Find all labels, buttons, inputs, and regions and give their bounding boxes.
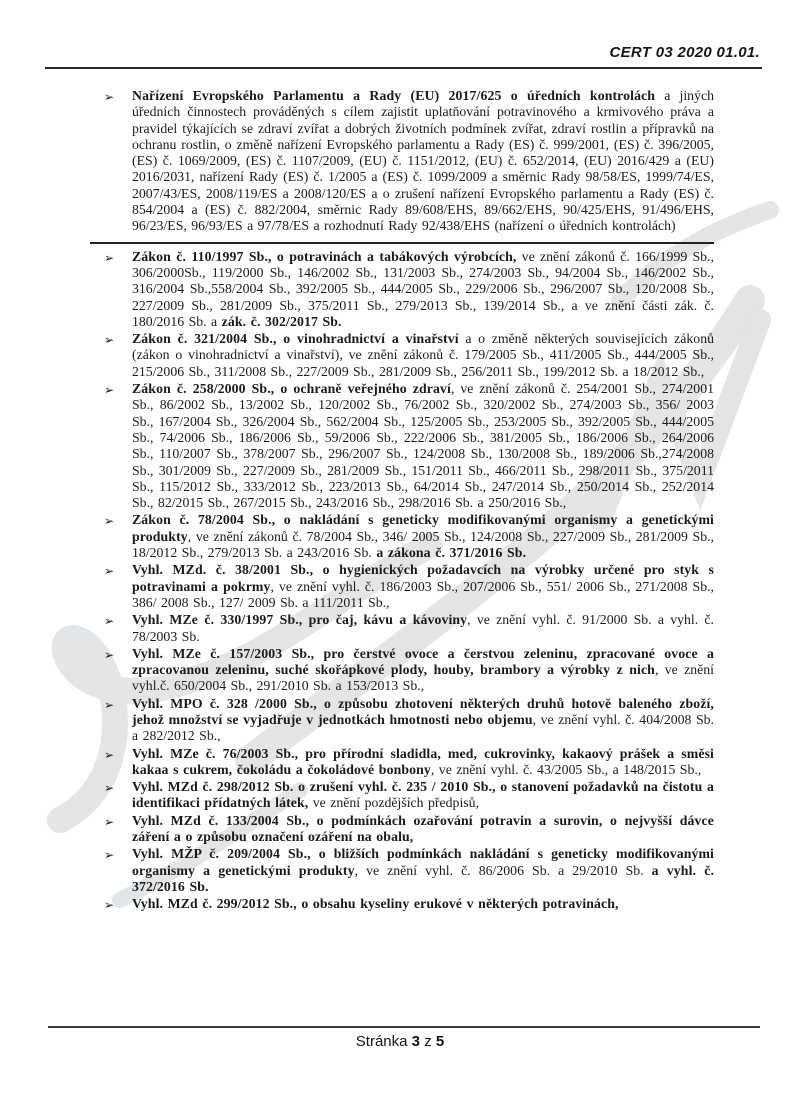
bullet-arrow-icon: ➢ — [104, 647, 115, 662]
bullet-arrow-icon: ➢ — [104, 781, 115, 796]
list-item-text: Vyhl. MZe č. 76/2003 Sb., pro přírodní sladidla, med, cukrovinky, kakaový prášek a směsi kakaa s cukrem, čokoládu a čokoládové bonbony, ve znění vyhl. č. 43/2005 Sb., a 148/2015 Sb., — [132, 745, 714, 777]
document-code: CERT 03 2020 01.01. — [609, 44, 760, 61]
list-item — [104, 646, 714, 695]
list-item — [104, 612, 714, 645]
list-item-text: Vyhl. MZd. č. 38/2001 Sb., o hygienických požadavcích na výrobky určené pro styk s potravinami a pokrmy, ve znění vyhl. č. 186/2003 Sb., 207/2006 Sb., 551/ 2006 Sb., 271/2008 Sb., 386/ 2008 Sb., 127/ 2009 Sb. a 111/2011 Sb., — [132, 562, 715, 610]
list-item — [104, 381, 714, 511]
bullet-arrow-icon: ➢ — [104, 564, 115, 579]
list-item-text: Nařízení Evropského Parlamentu a Rady (EU) 2017/625 o úředních kontrolách a jiných úředních činnostech prováděných s cílem zajistit uplatňování potravinového a krmivového práva a pravidel týkajících se zdraví zvířat a dobrých životních podmínek zvířat, zdraví rostlin a přípravků na ochranu rostlin, o změně nařízení Evropského parlamentu a Rady (ES) č. 999/2001, (ES) č. 396/2005, (ES) č. 1069/2009, (ES) č. 1107/2009, (EU) č. 1151/2012, (EU) č. 652/2014, (EU) 2016/429 a (EU) 2016/2031, nařízení Rady (ES) č. 1/2005 a (ES) č. 1099/2009 a směrnic Rady 98/58/ES, 1999/74/ES, 2007/43/ES, 2008/119/ES a 2008/120/ES a o zrušení nařízení Evropského parlamentu a Rady (ES) č. 854/2004 a (ES) č. 882/2004, směrnic Rady 89/608/EHS, 89/662/EHS, 90/425/EHS, 91/496/EHS, 96/23/ES, 96/93/ES a 97/78/ES a rozhodnutí Rady 92/438/EHS (nařízení o úředních kontrolách) — [132, 88, 715, 234]
list-item — [104, 88, 714, 235]
list-item-text: Vyhl. MŽP č. 209/2004 Sb., o bližších podmínkách nakládání s geneticky modifikovanými organismy a genetickými produkty, ve znění vyhl. č. 86/2006 Sb. a 29/2010 Sb. a vyhl. č. 372/2016 Sb. — [132, 846, 714, 894]
list-item — [104, 896, 714, 913]
bullet-arrow-icon: ➢ — [104, 814, 115, 829]
list-item — [104, 331, 714, 380]
list-item-text: Vyhl. MZe č. 330/1997 Sb., pro čaj, kávu a kávoviny, ve znění vyhl. č. 91/2000 Sb. a vyhl. č. 78/2003 Sb. — [132, 612, 714, 644]
list-item-text: Vyhl. MZd č. 299/2012 Sb., o obsahu kyseliny erukové v některých potravinách, — [132, 896, 619, 912]
list-item-text: Zákon č. 78/2004 Sb., o nakládání s geneticky modifikovanými organismy a genetickými produkty, ve znění zákonů č. 78/2004 Sb., 346/ 2005 Sb., 124/2008 Sb., 227/2009 Sb., 281/2009 Sb., 18/2012 Sb., 279/2013 Sb. a 243/2016 Sb. a zákona č. 371/2016 Sb. — [132, 512, 714, 561]
list-item-text: Vyhl. MZd č. 133/2004 Sb., o podmínkách ozařování potravin a surovin, o nejvyšší dávce záření a o způsobu označení ozáření na obalu, — [132, 812, 714, 845]
list-item — [104, 746, 714, 779]
bullet-arrow-icon: ➢ — [104, 514, 115, 529]
footer-rule — [48, 1026, 760, 1028]
bullet-arrow-icon: ➢ — [104, 383, 115, 398]
page-number — [0, 1033, 800, 1050]
page-number-prefix: Stránka — [355, 1033, 408, 1050]
bullet-arrow-icon: ➢ — [104, 614, 115, 629]
list-item — [104, 512, 714, 561]
list-item-text: Zákon č. 321/2004 Sb., o vinohradnictví a vinařství a o změně některých souvisejících zákonů (zákon o vinohradnictví a vinařství), ve znění zákonů č. 179/2005 Sb., 411/2005 Sb., 444/2005 Sb., 215/2006 Sb., 311/2008 Sb., 227/2009 Sb., 281/2009 Sb., 256/2011 Sb., 199/2012 Sb. a 18/2012 Sb., — [132, 331, 714, 379]
list-item-text: Zákon č. 110/1997 Sb., o potravinách a tabákových výrobcích, ve znění zákonů č. 166/1999 Sb., 306/2000Sb., 119/2000 Sb., 146/2002 Sb., 131/2003 Sb., 274/2003 Sb., 94/2004 Sb., 146/2002 Sb., 316/2004 Sb.,558/2004 Sb., 392/2005 Sb., 444/2005 Sb., 229/2006 Sb., 296/2007 Sb., 120/2008 Sb., 227/2009 Sb., 281/2009 Sb., 375/2011 Sb., 279/2013 Sb., 139/2014 Sb., a ve znění části zák. č. 180/2016 Sb. a zák. č. 302/2017 Sb. — [132, 248, 714, 329]
list-item-text: Vyhl. MPO č. 328 /2000 Sb., o způsobu zhotovení některých druhů hotově baleného zboží, jehož množství se vyjadřuje v jednotkách hmotnosti nebo objemu, ve znění vyhl. č. 404/2008 Sb. a 282/2012 Sb., — [132, 695, 714, 744]
bullet-arrow-icon: ➢ — [104, 848, 115, 863]
bullet-arrow-icon: ➢ — [104, 250, 115, 265]
separator-rule — [90, 242, 714, 244]
page-number-current: 3 — [411, 1033, 421, 1050]
bullet-arrow-icon: ➢ — [104, 90, 115, 104]
bullet-arrow-icon: ➢ — [104, 697, 115, 712]
bullet-arrow-icon: ➢ — [104, 747, 115, 762]
list-item-text: Vyhl. MZd č. 298/2012 Sb. o zrušení vyhl. č. 235 / 2010 Sb., o stanovení požadavků na čistotu a identifikaci přídatných látek, ve znění pozdějších předpisů, — [132, 779, 714, 811]
bullet-arrow-icon: ➢ — [104, 333, 115, 348]
regulation-list — [104, 88, 714, 915]
list-item-text: Vyhl. MZe č. 157/2003 Sb., pro čerstvé ovoce a čerstvou zeleninu, zpracované ovoce a zpracovanou zeleninu, suché skořápkové plody, houby, brambory a výrobky z nich, ve znění vyhl.č. 650/2004 Sb., 291/2010 Sb. a 153/2013 Sb., — [132, 645, 714, 694]
list-item — [104, 846, 714, 895]
bullet-arrow-icon: ➢ — [104, 898, 115, 913]
list-item — [104, 249, 714, 330]
page-number-separator: z — [424, 1033, 432, 1050]
list-item — [104, 696, 714, 745]
list-item — [104, 813, 714, 846]
header-rule — [45, 67, 762, 69]
list-item — [104, 562, 714, 611]
page-number-total: 5 — [435, 1033, 445, 1050]
list-item — [104, 779, 714, 812]
list-item-text: Zákon č. 258/2000 Sb., o ochraně veřejného zdraví, ve znění zákonů č. 254/2001 Sb., 274/2001 Sb., 86/2002 Sb., 13/2002 Sb., 120/2002 Sb., 76/2002 Sb., 320/2002 Sb., 274/2003 Sb., 356/ 2003 Sb., 167/2004 Sb., 326/2004 Sb., 562/2004 Sb., 125/2005 Sb., 253/2005 Sb., 392/2005 Sb., 444/2005 Sb., 74/2006 Sb., 186/2006 Sb., 59/2006 Sb., 222/2006 Sb., 381/2005 Sb., 186/2006 Sb., 264/2006 Sb., 110/2007 Sb., 378/2007 Sb., 296/2007 Sb., 124/2008 Sb., 130/2008 Sb., 189/2006 Sb.,274/2008 Sb., 301/2009 Sb., 227/2009 Sb., 281/2009 Sb., 151/2011 Sb., 466/2011 Sb., 298/2011 Sb., 375/2011 Sb., 115/2012 Sb., 333/2012 Sb., 223/2013 Sb., 64/2014 Sb., 247/2014 Sb., 250/2014 Sb., 252/2014 Sb., 82/2015 Sb., 267/2015 Sb., 243/2016 Sb., 298/2016 Sb. a 250/2016 Sb., — [132, 381, 714, 511]
